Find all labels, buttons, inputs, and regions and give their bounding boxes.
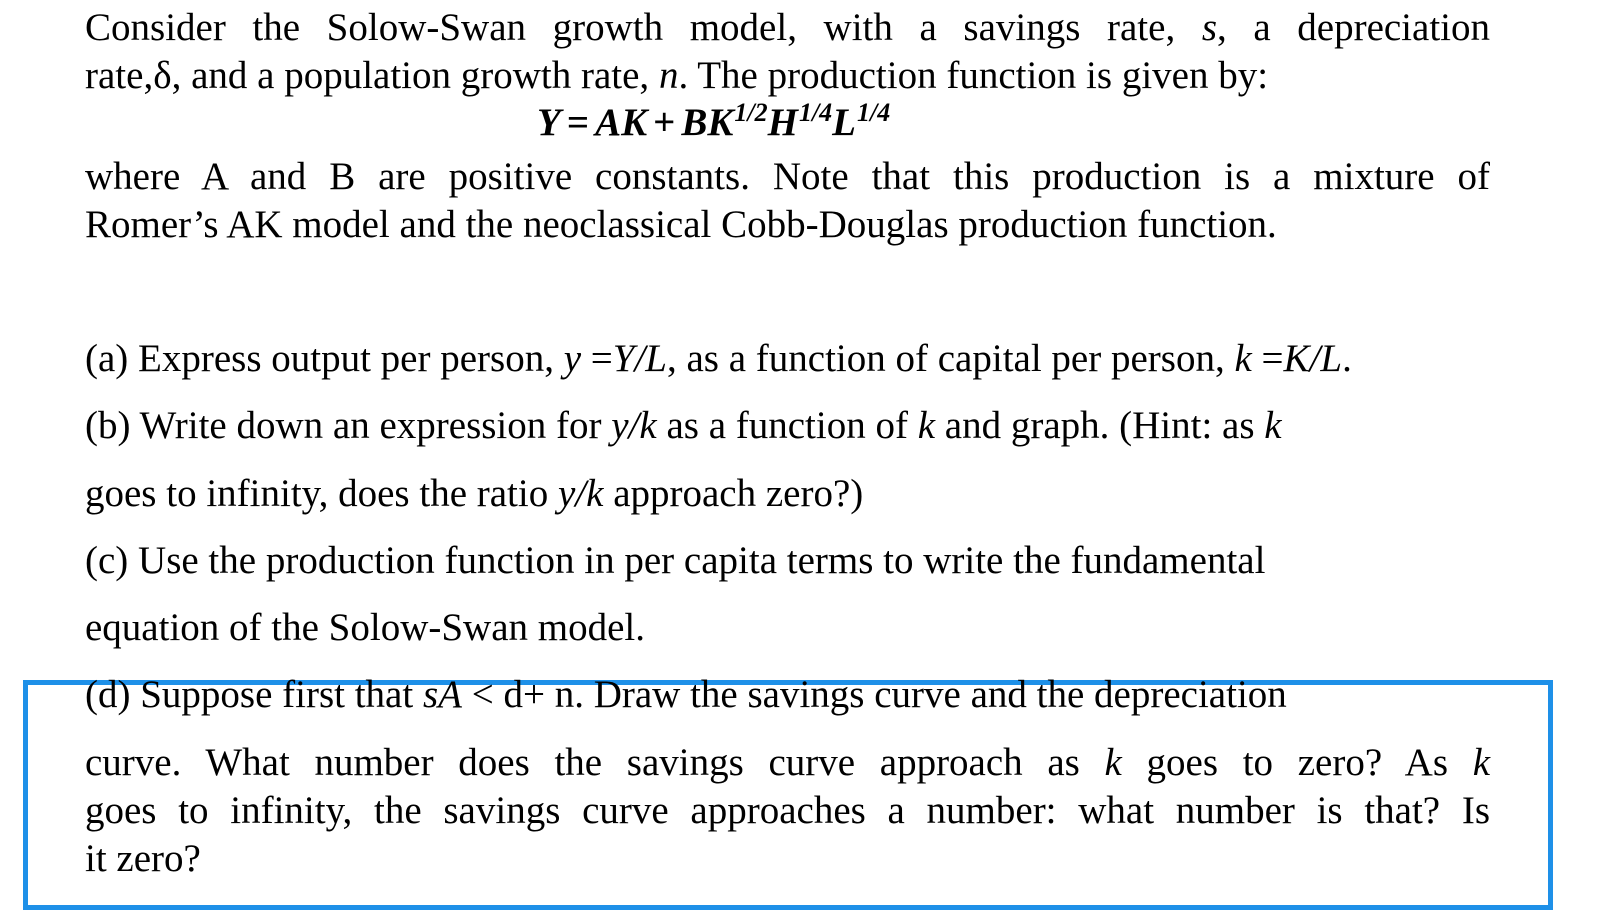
intro-line-2: rate,δ, and a population growth rate, n. The production function is given by: bbox=[85, 54, 1269, 97]
production-function-equation: Y = AK + $BK^{1/2}H^{1/4}L^{1/4}$ bbox=[537, 98, 891, 144]
intro-line-1: Consider the Solow-Swan growth model, with a savings rate, s, a depreciation bbox=[85, 6, 1491, 49]
question-b-line-2: goes to infinity, does the ratio y/k approach zero?) bbox=[85, 472, 864, 515]
question-c-line-2: equation of the Solow-Swan model. bbox=[85, 606, 645, 649]
question-c-line-1: (c) Use the production function in per capita terms to write the fundamental bbox=[85, 539, 1266, 582]
var-n: n bbox=[658, 54, 679, 97]
question-d-line-1: (d) Suppose first that sA < d+ n. Draw the savings curve and the depreciation bbox=[85, 673, 1287, 716]
question-b-line-1: (b) Write down an expression for y/k as a function of k and graph. (Hint: as k bbox=[85, 404, 1282, 447]
question-d-line-3: goes to infinity, the savings curve approaches a number: what number is that? Is bbox=[85, 789, 1490, 832]
var-s: s bbox=[1201, 6, 1217, 49]
note-line-2: Romer’s AK model and the neoclassical Cobb-Douglas production function. bbox=[85, 203, 1277, 246]
question-a: (a) Express output per person, y =Y/L, as a function of capital per person, k =K/L. bbox=[85, 337, 1352, 380]
question-d-line-4: it zero? bbox=[85, 837, 201, 880]
note-line-1: where A and B are positive constants. Note that this production is a mixture of bbox=[85, 155, 1490, 198]
question-d-line-2: curve. What number does the savings curve approach as k goes to zero? As k bbox=[85, 741, 1490, 784]
